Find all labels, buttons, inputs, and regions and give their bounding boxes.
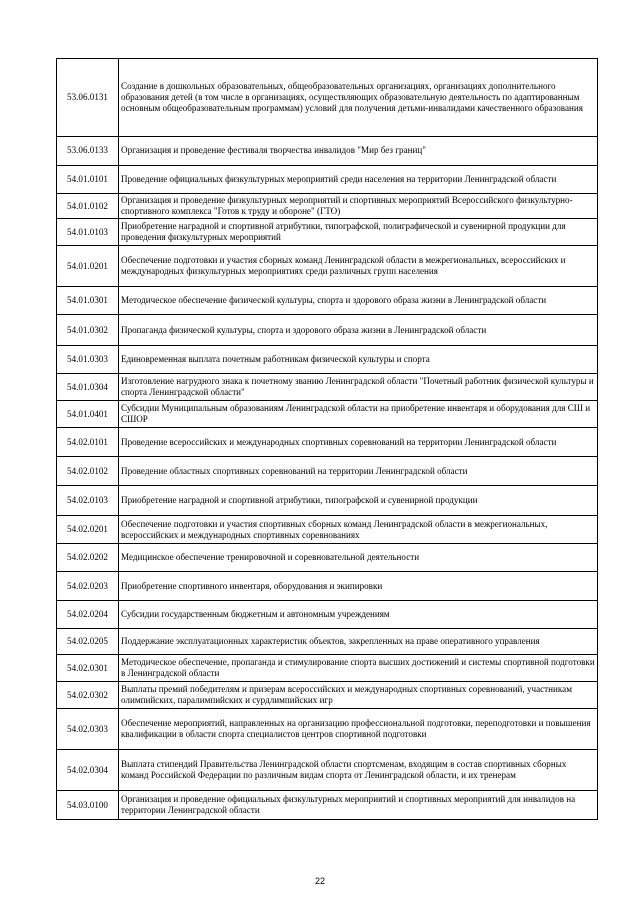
table-row xyxy=(57,750,598,791)
table-row xyxy=(57,516,598,544)
table-row xyxy=(57,682,598,709)
description-cell: Обеспечение подготовки и участия сборных команд Ленинградской области в межрегиональных, всероссийских и международных физкультурных мероприятиях среди различных групп населения xyxy=(119,246,598,287)
code-cell: 54.02.0101 xyxy=(57,428,119,457)
description-cell: Изготовление нагрудного знака к почетному званию Ленинградской области "Почетный работник физической культуры и спорта Ленинградской области" xyxy=(119,374,598,401)
description-cell: Проведение всероссийских и международных спортивных соревнований на территории Ленинградской области xyxy=(119,428,598,457)
code-cell: 54.02.0302 xyxy=(57,682,119,709)
code-cell: 54.02.0204 xyxy=(57,601,119,629)
description-cell: Выплата стипендий Правительства Ленинградской области спортсменам, входящим в состав спортивных сборных команд Российской Федерации по различным видам спорта от Ленинградской области, и их тренерам xyxy=(119,750,598,791)
table-row xyxy=(57,486,598,516)
table-row xyxy=(57,194,598,219)
table-row xyxy=(57,137,598,166)
code-cell: 54.02.0201 xyxy=(57,516,119,544)
description-cell: Единовременная выплата почетным работникам физической культуры и спорта xyxy=(119,346,598,374)
description-cell: Организация и проведение фестиваля творчества инвалидов "Мир без границ" xyxy=(119,137,598,166)
table-row xyxy=(57,544,598,572)
table-row xyxy=(57,287,598,315)
table-row xyxy=(57,428,598,457)
code-cell: 53.06.0131 xyxy=(57,59,119,137)
description-cell: Поддержание эксплуатационных характеристик объектов, закрепленных на праве оперативного управления xyxy=(119,629,598,655)
table-row xyxy=(57,166,598,194)
description-cell: Проведение официальных физкультурных мероприятий среди населения на территории Ленинградской области xyxy=(119,166,598,194)
code-cell: 54.01.0301 xyxy=(57,287,119,315)
table-row xyxy=(57,655,598,682)
table-row xyxy=(57,601,598,629)
table-body xyxy=(57,59,598,820)
description-cell: Организация и проведение официальных физкультурных мероприятий и спортивных мероприятий для инвалидов на территории Ленинградской области xyxy=(119,791,598,820)
budget-codes-table xyxy=(56,58,598,820)
description-cell: Медицинское обеспечение тренировочной и соревновательной деятельности xyxy=(119,544,598,572)
code-cell: 54.01.0304 xyxy=(57,374,119,401)
code-cell: 54.01.0101 xyxy=(57,166,119,194)
description-cell: Методическое обеспечение физической культуры, спорта и здорового образа жизни в Ленинградской области xyxy=(119,287,598,315)
page-number: 22 xyxy=(314,876,325,886)
description-cell: Обеспечение подготовки и участия спортивных сборных команд Ленинградской области в межрегиональных, всероссийских и международных спортивных соревнованиях xyxy=(119,516,598,544)
code-cell: 54.02.0103 xyxy=(57,486,119,516)
table-row xyxy=(57,219,598,246)
table-row xyxy=(57,629,598,655)
code-cell: 54.01.0302 xyxy=(57,315,119,346)
table-row xyxy=(57,572,598,601)
code-cell: 54.01.0303 xyxy=(57,346,119,374)
description-cell: Субсидии государственным бюджетным и автономным учреждениям xyxy=(119,601,598,629)
description-cell: Организация и проведение физкультурных мероприятий и спортивных мероприятий Всероссийского физкультурно-спортивного комплекса "Готов к труду и обороне" (ГТО) xyxy=(119,194,598,219)
table-row xyxy=(57,246,598,287)
table-row xyxy=(57,346,598,374)
code-cell: 54.02.0304 xyxy=(57,750,119,791)
table-row xyxy=(57,401,598,428)
description-cell: Создание в дошкольных образовательных, общеобразовательных организациях, организациях дополнительного образования детей (в том числе в организациях, осуществляющих образовательную деятельность по адаптированным основным общеобразовательным программам) условий для получения детьми-инвалидами качественного образования xyxy=(119,59,598,137)
description-cell: Проведение областных спортивных соревнований на территории Ленинградской области xyxy=(119,457,598,486)
code-cell: 53.06.0133 xyxy=(57,137,119,166)
table-row xyxy=(57,315,598,346)
description-cell: Выплаты премий победителям и призерам всероссийских и международных спортивных соревнований, участникам олимпийских, паралимпийских и сурдлимпийских игр xyxy=(119,682,598,709)
code-cell: 54.01.0103 xyxy=(57,219,119,246)
code-cell: 54.02.0102 xyxy=(57,457,119,486)
table-row xyxy=(57,59,598,137)
description-cell: Пропаганда физической культуры, спорта и здорового образа жизни в Ленинградской области xyxy=(119,315,598,346)
code-cell: 54.02.0202 xyxy=(57,544,119,572)
table-row xyxy=(57,457,598,486)
description-cell: Обеспечение мероприятий, направленных на организацию профессиональной подготовки, переподготовки и повышения квалификации в области спорта специалистов центров спортивной подготовки xyxy=(119,709,598,750)
code-cell: 54.01.0401 xyxy=(57,401,119,428)
table-row xyxy=(57,709,598,750)
description-cell: Методическое обеспечение, пропаганда и стимулирование спорта высших достижений и системы спортивной подготовки в Ленинградской области xyxy=(119,655,598,682)
description-cell: Приобретение наградной и спортивной атрибутики, типографской и сувенирной продукции xyxy=(119,486,598,516)
code-cell: 54.03.0100 xyxy=(57,791,119,820)
table-row xyxy=(57,374,598,401)
code-cell: 54.01.0201 xyxy=(57,246,119,287)
table-row xyxy=(57,791,598,820)
code-cell: 54.02.0303 xyxy=(57,709,119,750)
code-cell: 54.02.0301 xyxy=(57,655,119,682)
code-cell: 54.02.0203 xyxy=(57,572,119,601)
code-cell: 54.02.0205 xyxy=(57,629,119,655)
description-cell: Субсидии Муниципальным образованиям Ленинградской области на приобретение инвентаря и оборудования для СШ и СШОР xyxy=(119,401,598,428)
code-cell: 54.01.0102 xyxy=(57,194,119,219)
description-cell: Приобретение наградной и спортивной атрибутики, типографской, полиграфической и сувенирной продукции для проведения физкультурных мероприятий xyxy=(119,219,598,246)
description-cell: Приобретение спортивного инвентаря, оборудования и экипировки xyxy=(119,572,598,601)
